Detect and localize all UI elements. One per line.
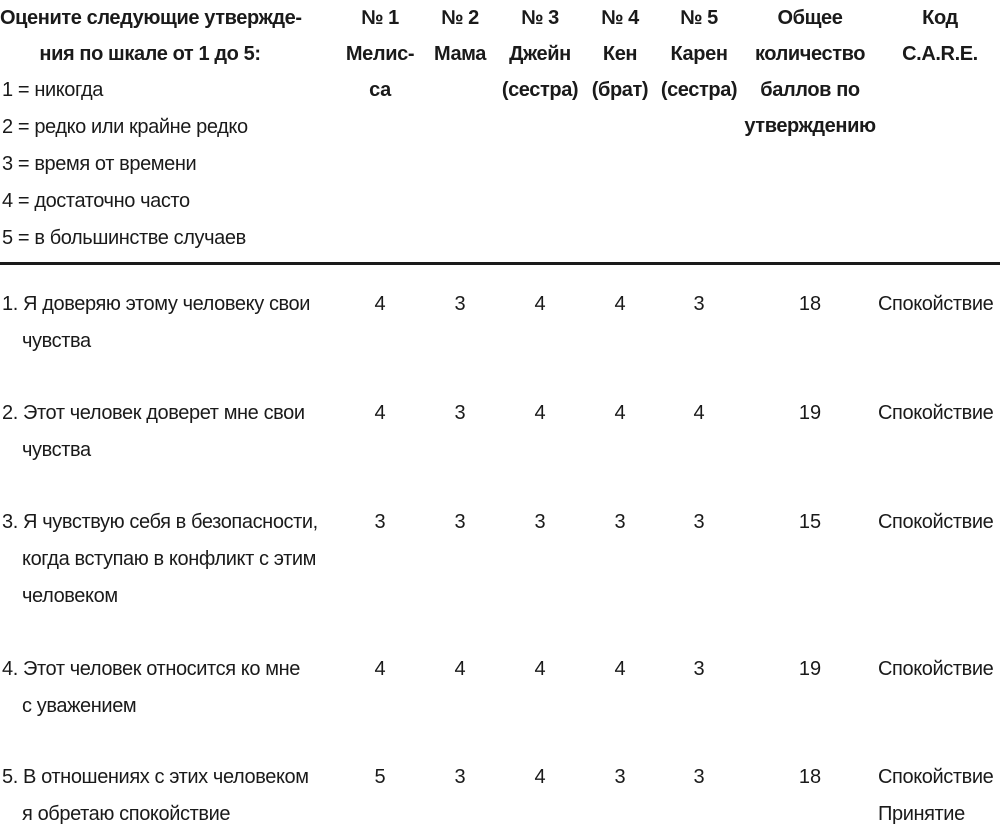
score-cell: 4 — [534, 766, 546, 788]
column-header-person-1 — [340, 0, 420, 108]
score-cell: 3 — [534, 511, 546, 533]
header-line: (брат) — [591, 79, 649, 101]
header-line: № 2 — [441, 7, 479, 29]
statement-line: я обретаю спокойствие — [22, 803, 231, 825]
scale-item: 4 = достаточно часто — [2, 190, 190, 212]
care-code-cell — [878, 395, 993, 432]
statement-line: 4. Этот человек относится ко мне — [2, 658, 300, 680]
care-code: Спокойствие — [878, 293, 994, 315]
statement-line: когда вступаю в конфликт с этим — [22, 548, 317, 570]
care-code: Спокойствие — [878, 402, 994, 424]
score-cell: 4 — [614, 293, 626, 315]
column-header-person-5 — [655, 0, 743, 108]
header-line: № 4 — [601, 7, 639, 29]
score-cell: 4 — [534, 658, 546, 680]
instruction-line: ния по шкале от 1 до 5: — [39, 43, 261, 65]
header-line: Карен — [670, 43, 728, 65]
total-cell: 15 — [798, 511, 822, 533]
score-cell: 3 — [454, 511, 466, 533]
score-cell: 3 — [614, 766, 626, 788]
score-cell: 4 — [454, 658, 466, 680]
instruction-heading — [0, 0, 300, 72]
care-code: Спокойствие — [878, 766, 994, 788]
statement-cell — [2, 651, 300, 725]
score-cell: 3 — [693, 511, 705, 533]
total-cell: 19 — [798, 402, 822, 424]
header-line: са — [369, 79, 391, 101]
header-line: количество — [754, 43, 866, 65]
statement-line: 1. Я доверяю этому человеку свои — [2, 293, 311, 315]
statement-cell — [2, 395, 305, 469]
score-cell: 3 — [693, 766, 705, 788]
header-line: утверждению — [744, 115, 876, 137]
header-line: (сестра) — [660, 79, 738, 101]
statement-line: человеком — [22, 585, 118, 607]
total-cell: 18 — [798, 293, 822, 315]
statement-cell — [2, 286, 310, 360]
care-code-cell — [878, 759, 993, 833]
scale-item: 3 = время от времени — [2, 153, 197, 175]
score-cell: 4 — [614, 402, 626, 424]
score-cell: 4 — [693, 402, 705, 424]
score-cell: 3 — [693, 658, 705, 680]
column-header-person-2 — [420, 0, 500, 72]
care-code-cell — [878, 504, 993, 541]
statement-cell — [2, 759, 309, 833]
column-header-total — [735, 0, 885, 144]
header-line: Мелис- — [345, 43, 415, 65]
column-header-care-code — [880, 0, 1000, 72]
header-line: Код — [922, 7, 958, 29]
score-cell: 4 — [534, 293, 546, 315]
header-line: Джейн — [509, 43, 571, 65]
scale-item: 2 = редко или крайне редко — [2, 116, 248, 138]
header-line: C.A.R.E. — [902, 43, 978, 65]
statement-line: 2. Этот человек доверет мне свои — [2, 402, 305, 424]
score-cell: 3 — [693, 293, 705, 315]
total-cell: 19 — [798, 658, 822, 680]
score-cell: 3 — [374, 511, 386, 533]
column-header-person-4 — [585, 0, 655, 108]
care-code-cell — [878, 651, 993, 688]
score-cell: 4 — [614, 658, 626, 680]
care-code-cell — [878, 286, 993, 323]
score-cell: 4 — [534, 402, 546, 424]
header-line: Кен — [602, 43, 638, 65]
header-line: (сестра) — [501, 79, 579, 101]
score-cell: 3 — [454, 293, 466, 315]
header-line: баллов по — [760, 79, 860, 101]
total-cell: 18 — [798, 766, 822, 788]
care-code: Принятие — [878, 803, 965, 825]
header-line: № 5 — [680, 7, 718, 29]
score-cell: 4 — [374, 293, 386, 315]
statement-cell — [2, 504, 318, 615]
header-line: Мама — [433, 43, 487, 65]
score-cell: 4 — [374, 402, 386, 424]
header-line: Общее — [777, 7, 843, 29]
score-cell: 4 — [374, 658, 386, 680]
statement-line: чувства — [22, 330, 91, 352]
score-cell: 5 — [374, 766, 386, 788]
statement-line: с уважением — [22, 695, 137, 717]
score-cell: 3 — [614, 511, 626, 533]
header-line: № 3 — [521, 7, 559, 29]
score-cell: 3 — [454, 766, 466, 788]
care-code: Спокойствие — [878, 511, 994, 533]
column-header-person-3 — [497, 0, 583, 108]
header-divider — [0, 262, 1000, 265]
header-line: № 1 — [361, 7, 399, 29]
scale-item: 5 = в большинстве случаев — [2, 227, 246, 249]
rating-scale-legend — [2, 72, 248, 257]
statement-line: 5. В отношениях с этих человеком — [2, 766, 309, 788]
statement-line: чувства — [22, 439, 91, 461]
statement-line: 3. Я чувствую себя в безопасности, — [2, 511, 318, 533]
care-code: Спокойствие — [878, 658, 994, 680]
instruction-line: Оцените следующие утвержде- — [0, 7, 302, 29]
scale-item: 1 = никогда — [2, 79, 104, 101]
score-cell: 3 — [454, 402, 466, 424]
